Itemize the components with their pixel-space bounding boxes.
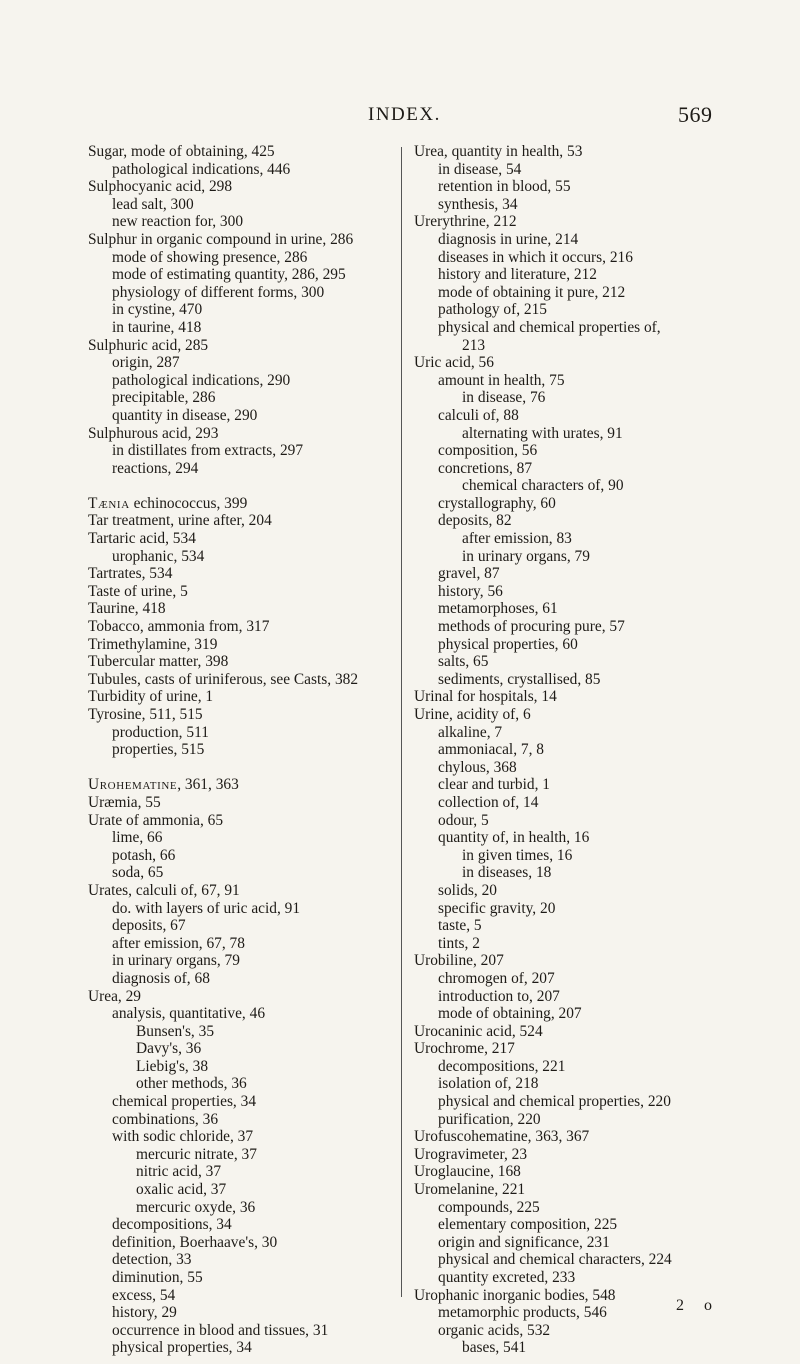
index-entry: metamorphoses, 61 xyxy=(438,600,558,618)
index-entry: alkaline, 7 xyxy=(438,723,503,741)
index-entry: with sodic chloride, 37 xyxy=(112,1128,254,1146)
index-entry: collection of, 14 xyxy=(438,793,539,811)
index-entry: properties, 515 xyxy=(112,741,205,759)
index-entry: in disease, 76 xyxy=(462,389,546,407)
index-entry: after emission, 67, 78 xyxy=(112,934,245,952)
index-entry: new reaction for, 300 xyxy=(112,213,244,231)
index-entry: Urerythrine, 212 xyxy=(414,213,517,231)
index-entry: Uric acid, 56 xyxy=(414,354,494,372)
index-entry: alternating with urates, 91 xyxy=(462,424,623,442)
index-entry: Tartrates, 534 xyxy=(88,565,173,583)
index-entry: Urate of ammonia, 65 xyxy=(88,811,224,829)
index-entry: ammoniacal, 7, 8 xyxy=(438,741,544,759)
index-entry: quantity in disease, 290 xyxy=(112,406,258,424)
index-entry: synthesis, 34 xyxy=(438,195,518,213)
index-entry: other methods, 36 xyxy=(136,1075,247,1093)
index-entry: pathology of, 215 xyxy=(438,301,548,319)
index-entry: in taurine, 418 xyxy=(112,318,202,336)
index-entry: mode of estimating quantity, 286, 295 xyxy=(112,266,346,284)
index-entry: Urea, quantity in health, 53 xyxy=(414,143,583,160)
index-entry: mode of showing presence, 286 xyxy=(112,248,308,266)
index-entry: Urobiline, 207 xyxy=(414,952,504,970)
index-entry: 213 xyxy=(462,336,486,354)
index-entry: precipitable, 286 xyxy=(112,389,216,407)
index-entry: Tar treatment, urine after, 204 xyxy=(88,512,272,530)
index-entry: Urates, calculi of, 67, 91 xyxy=(88,881,240,899)
index-entry: physical properties, 34 xyxy=(112,1339,252,1357)
index-entry: Urea, 29 xyxy=(88,987,141,1005)
index-entry: introduction to, 207 xyxy=(438,987,560,1005)
index-entry: deposits, 82 xyxy=(438,512,512,530)
index-entry: calculi of, 88 xyxy=(438,406,519,424)
index-entry: Uromelanine, 221 xyxy=(414,1181,526,1199)
index-entry: Taurine, 418 xyxy=(88,600,166,618)
index-entry: urophanic, 534 xyxy=(112,547,205,565)
index-entry: Urine, acidity of, 6 xyxy=(414,706,531,723)
index-entry: lime, 66 xyxy=(112,829,163,847)
index-entry: Tyrosine, 511, 515 xyxy=(88,706,203,723)
index-entry: origin, 287 xyxy=(112,354,180,372)
index-entry: lead salt, 300 xyxy=(112,195,194,213)
index-entry: Davy's, 36 xyxy=(136,1040,202,1058)
index-entry: in given times, 16 xyxy=(462,846,573,864)
index-entry: Urophanic inorganic bodies, 548 xyxy=(414,1286,616,1304)
index-entry: methods of procuring pure, 57 xyxy=(438,618,625,636)
index-entry-lead: Tænia xyxy=(88,494,130,512)
index-entry: diagnosis in urine, 214 xyxy=(438,230,579,248)
index-entry: history and literature, 212 xyxy=(438,266,597,284)
index-entry: diminution, 55 xyxy=(112,1269,203,1286)
index-entry: after emission, 83 xyxy=(462,530,572,548)
index-entry: soda, 65 xyxy=(112,864,164,882)
index-entry: Urofuscohematine, 363, 367 xyxy=(414,1128,590,1146)
index-entry: elementary composition, 225 xyxy=(438,1216,618,1234)
index-entry: Sulphocyanic acid, 298 xyxy=(88,178,233,196)
index-entry: production, 511 xyxy=(112,723,209,741)
page-number: 569 xyxy=(678,102,713,127)
index-entry: reactions, 294 xyxy=(112,459,199,477)
index-entry: chemical properties, 34 xyxy=(112,1093,257,1111)
index-entry: oxalic acid, 37 xyxy=(136,1181,227,1199)
index-entry: combinations, 36 xyxy=(112,1110,219,1128)
index-entry: in distillates from extracts, 297 xyxy=(112,442,304,460)
index-entry: in cystine, 470 xyxy=(112,301,203,319)
index-entry: Liebig's, 38 xyxy=(136,1057,209,1075)
index-column-right xyxy=(414,143,714,1357)
index-entry: history, 29 xyxy=(112,1304,177,1322)
index-entry: crystallography, 60 xyxy=(438,494,556,512)
index-entry: in urinary organs, 79 xyxy=(112,952,240,970)
index-entry: chemical characters of, 90 xyxy=(462,477,624,495)
index-entry: solids, 20 xyxy=(438,881,498,899)
index-entry: mercuric oxyde, 36 xyxy=(136,1198,256,1216)
index-entry: Sulphur in organic compound in urine, 286 xyxy=(88,230,354,248)
index-entry: decompositions, 34 xyxy=(112,1216,232,1234)
index-entry: diseases in which it occurs, 216 xyxy=(438,248,633,266)
index-entry: purification, 220 xyxy=(438,1110,541,1128)
index-entry: pathological indications, 290 xyxy=(112,371,291,389)
index-entry: decompositions, 221 xyxy=(438,1057,566,1075)
index-entry: in disease, 54 xyxy=(438,160,522,178)
index-entry: Tubules, casts of uriniferous, see Casts, 382 xyxy=(88,670,359,688)
index-column-left xyxy=(88,143,398,1357)
index-entry: quantity excreted, 233 xyxy=(438,1269,576,1286)
index-entry: Uræmia, 55 xyxy=(88,793,161,811)
index-entry: Turbidity of urine, 1 xyxy=(88,688,214,706)
index-entry: physical and chemical characters, 224 xyxy=(438,1251,672,1269)
index-entry: pathological indications, 446 xyxy=(112,160,291,178)
index-entry: taste, 5 xyxy=(438,917,482,935)
index-entry-lead: Urohematine xyxy=(88,776,178,794)
index-entry: salts, 65 xyxy=(438,653,489,671)
index-entry: do. with layers of uric acid, 91 xyxy=(112,899,301,917)
index-entry-text: echinococcus, 399 xyxy=(129,494,248,512)
index-entry: nitric acid, 37 xyxy=(136,1163,222,1181)
index-entry: Urochrome, 217 xyxy=(414,1040,515,1058)
index-entry xyxy=(88,495,398,513)
index-entry: in urinary organs, 79 xyxy=(462,547,590,565)
index-entry: excess, 54 xyxy=(112,1286,176,1304)
index-entry: Sulphuric acid, 285 xyxy=(88,336,209,354)
index-entry: physical properties, 60 xyxy=(438,635,578,653)
index-entry: composition, 56 xyxy=(438,442,538,460)
index-entry: Taste of urine, 5 xyxy=(88,582,188,600)
index-entry: Uroglaucine, 168 xyxy=(414,1163,521,1181)
header-title: INDEX. xyxy=(368,104,441,125)
index-entry: diagnosis of, 68 xyxy=(112,969,210,987)
index-entry: Tubercular matter, 398 xyxy=(88,653,229,671)
index-entry: organic acids, 532 xyxy=(438,1321,551,1339)
index-entry: Sulphurous acid, 293 xyxy=(88,424,219,442)
index-entry: compounds, 225 xyxy=(438,1198,540,1216)
index-entry: Tartaric acid, 534 xyxy=(88,530,196,548)
index-entry: Urogravimeter, 23 xyxy=(414,1145,528,1163)
index-entry: deposits, 67 xyxy=(112,917,186,935)
index-entry: mode of obtaining, 207 xyxy=(438,1005,582,1023)
index-entry: chylous, 368 xyxy=(438,758,517,776)
index-entry: bases, 541 xyxy=(462,1339,527,1357)
index-entry: retention in blood, 55 xyxy=(438,178,571,196)
signature-mark: 2 o xyxy=(676,1297,720,1314)
index-entry: definition, Boerhaave's, 30 xyxy=(112,1233,278,1251)
index-entry: Urocaninic acid, 524 xyxy=(414,1022,543,1040)
index-entry: potash, 66 xyxy=(112,846,176,864)
index-entry: physical and chemical properties, 220 xyxy=(438,1093,671,1111)
index-entry: Trimethylamine, 319 xyxy=(88,635,218,653)
index-entry: isolation of, 218 xyxy=(438,1075,539,1093)
index-entry: occurrence in blood and tissues, 31 xyxy=(112,1321,329,1339)
index-entry: Bunsen's, 35 xyxy=(136,1022,215,1040)
index-entry: mercuric nitrate, 37 xyxy=(136,1145,257,1163)
index-entry: Urinal for hospitals, 14 xyxy=(414,688,557,706)
index-entry: concretions, 87 xyxy=(438,459,533,477)
index-entry: detection, 33 xyxy=(112,1251,192,1269)
index-entry: physical and chemical properties of, xyxy=(438,318,661,336)
index-entry: metamorphic products, 546 xyxy=(438,1304,607,1322)
column-divider xyxy=(401,147,402,1297)
index-entry: amount in health, 75 xyxy=(438,371,565,389)
index-entry: tints, 2 xyxy=(438,934,480,952)
index-entry-text: , 361, 363 xyxy=(177,776,239,794)
index-entry: analysis, quantitative, 46 xyxy=(112,1005,266,1023)
index-entry: specific gravity, 20 xyxy=(438,899,556,917)
index-entry: clear and turbid, 1 xyxy=(438,776,550,794)
index-entry: odour, 5 xyxy=(438,811,489,829)
index-entry: origin and significance, 231 xyxy=(438,1233,610,1251)
index-entry: quantity of, in health, 16 xyxy=(438,829,590,847)
index-entry: history, 56 xyxy=(438,582,503,600)
index-entry: physiology of different forms, 300 xyxy=(112,283,325,301)
index-entry: gravel, 87 xyxy=(438,565,500,583)
page-header xyxy=(0,104,800,134)
index-entry: Tobacco, ammonia from, 317 xyxy=(88,618,270,636)
index-entry: in diseases, 18 xyxy=(462,864,552,882)
index-entry: sediments, crystallised, 85 xyxy=(438,670,601,688)
index-entry: Sugar, mode of obtaining, 425 xyxy=(88,143,275,160)
index-entry: mode of obtaining it pure, 212 xyxy=(438,283,626,301)
index-entry: chromogen of, 207 xyxy=(438,969,555,987)
index-entry xyxy=(88,776,398,794)
